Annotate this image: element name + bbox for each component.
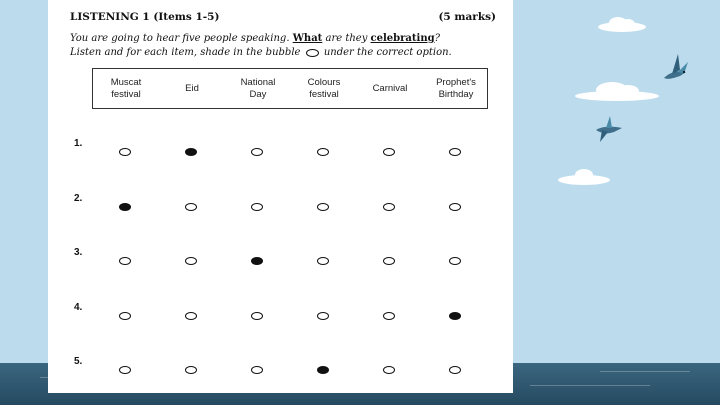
- cloud-icon: [556, 166, 612, 186]
- answer-bubble[interactable]: [449, 366, 461, 374]
- answer-bubble[interactable]: [383, 366, 395, 374]
- answer-bubble[interactable]: [317, 148, 329, 156]
- answer-bubble[interactable]: [251, 312, 263, 320]
- answer-bubble-filled[interactable]: [317, 366, 329, 374]
- option-label: Prophet's Birthday: [436, 76, 476, 100]
- bubble-example-icon: [306, 49, 319, 57]
- instruction-line-1: [70, 33, 440, 44]
- answer-bubble[interactable]: [317, 257, 329, 265]
- answer-bubble-filled[interactable]: [251, 257, 263, 265]
- options-header: [92, 68, 488, 109]
- marks-label: (5 marks): [438, 11, 496, 23]
- item-number: 4.: [74, 301, 83, 313]
- answer-bubble[interactable]: [251, 366, 263, 374]
- answer-bubble[interactable]: [119, 366, 131, 374]
- instruction-text: ?: [434, 33, 440, 44]
- answer-bubble-filled[interactable]: [119, 203, 131, 211]
- answer-bubble[interactable]: [251, 148, 263, 156]
- answer-bubble[interactable]: [383, 148, 395, 156]
- answer-bubble[interactable]: [185, 312, 197, 320]
- bird-icon: [656, 50, 692, 86]
- instruction-text: You are going to hear five people speaking.: [70, 33, 290, 44]
- wave-line: [600, 371, 690, 372]
- answer-bubble[interactable]: [185, 257, 197, 265]
- answer-bubble[interactable]: [317, 312, 329, 320]
- option-label: Eid: [185, 82, 199, 94]
- emphasis-what: What: [292, 33, 323, 44]
- answer-bubble-filled[interactable]: [185, 148, 197, 156]
- answer-bubble[interactable]: [383, 312, 395, 320]
- item-number: 1.: [74, 138, 83, 149]
- worksheet-page: [48, 0, 513, 393]
- answer-bubble[interactable]: [251, 203, 263, 211]
- instruction-text: are they: [325, 33, 368, 44]
- item-number: 2.: [74, 192, 83, 204]
- option-label: Muscat festival: [110, 76, 142, 100]
- answer-bubble[interactable]: [185, 366, 197, 374]
- item-number: 5.: [74, 356, 83, 367]
- answer-bubble[interactable]: [119, 312, 131, 320]
- answer-bubble[interactable]: [317, 203, 329, 211]
- instruction-text: Listen and for each item, shade in the bubble: [70, 47, 301, 58]
- wave-line: [530, 385, 650, 386]
- cloud-icon: [596, 14, 648, 34]
- answer-bubble[interactable]: [119, 257, 131, 265]
- option-label: Colours festival: [307, 76, 341, 100]
- answer-bubble[interactable]: [449, 257, 461, 265]
- answer-bubble[interactable]: [383, 203, 395, 211]
- cloud-icon: [572, 78, 662, 104]
- answer-bubble[interactable]: [383, 257, 395, 265]
- answer-bubble[interactable]: [449, 148, 461, 156]
- answer-bubble[interactable]: [449, 203, 461, 211]
- answer-bubble[interactable]: [119, 148, 131, 156]
- instruction-text: under the correct option.: [323, 47, 452, 58]
- answer-bubble[interactable]: [185, 203, 197, 211]
- item-number: 3.: [74, 247, 83, 258]
- emphasis-celebrating: celebrating: [370, 33, 435, 44]
- bird-icon: [592, 114, 626, 144]
- instruction-line-2: [70, 47, 452, 58]
- answer-bubble-filled[interactable]: [449, 312, 461, 320]
- section-title: LISTENING 1 (Items 1-5): [70, 11, 220, 23]
- option-label: Carnival: [372, 82, 408, 94]
- option-label: National Day: [240, 76, 276, 100]
